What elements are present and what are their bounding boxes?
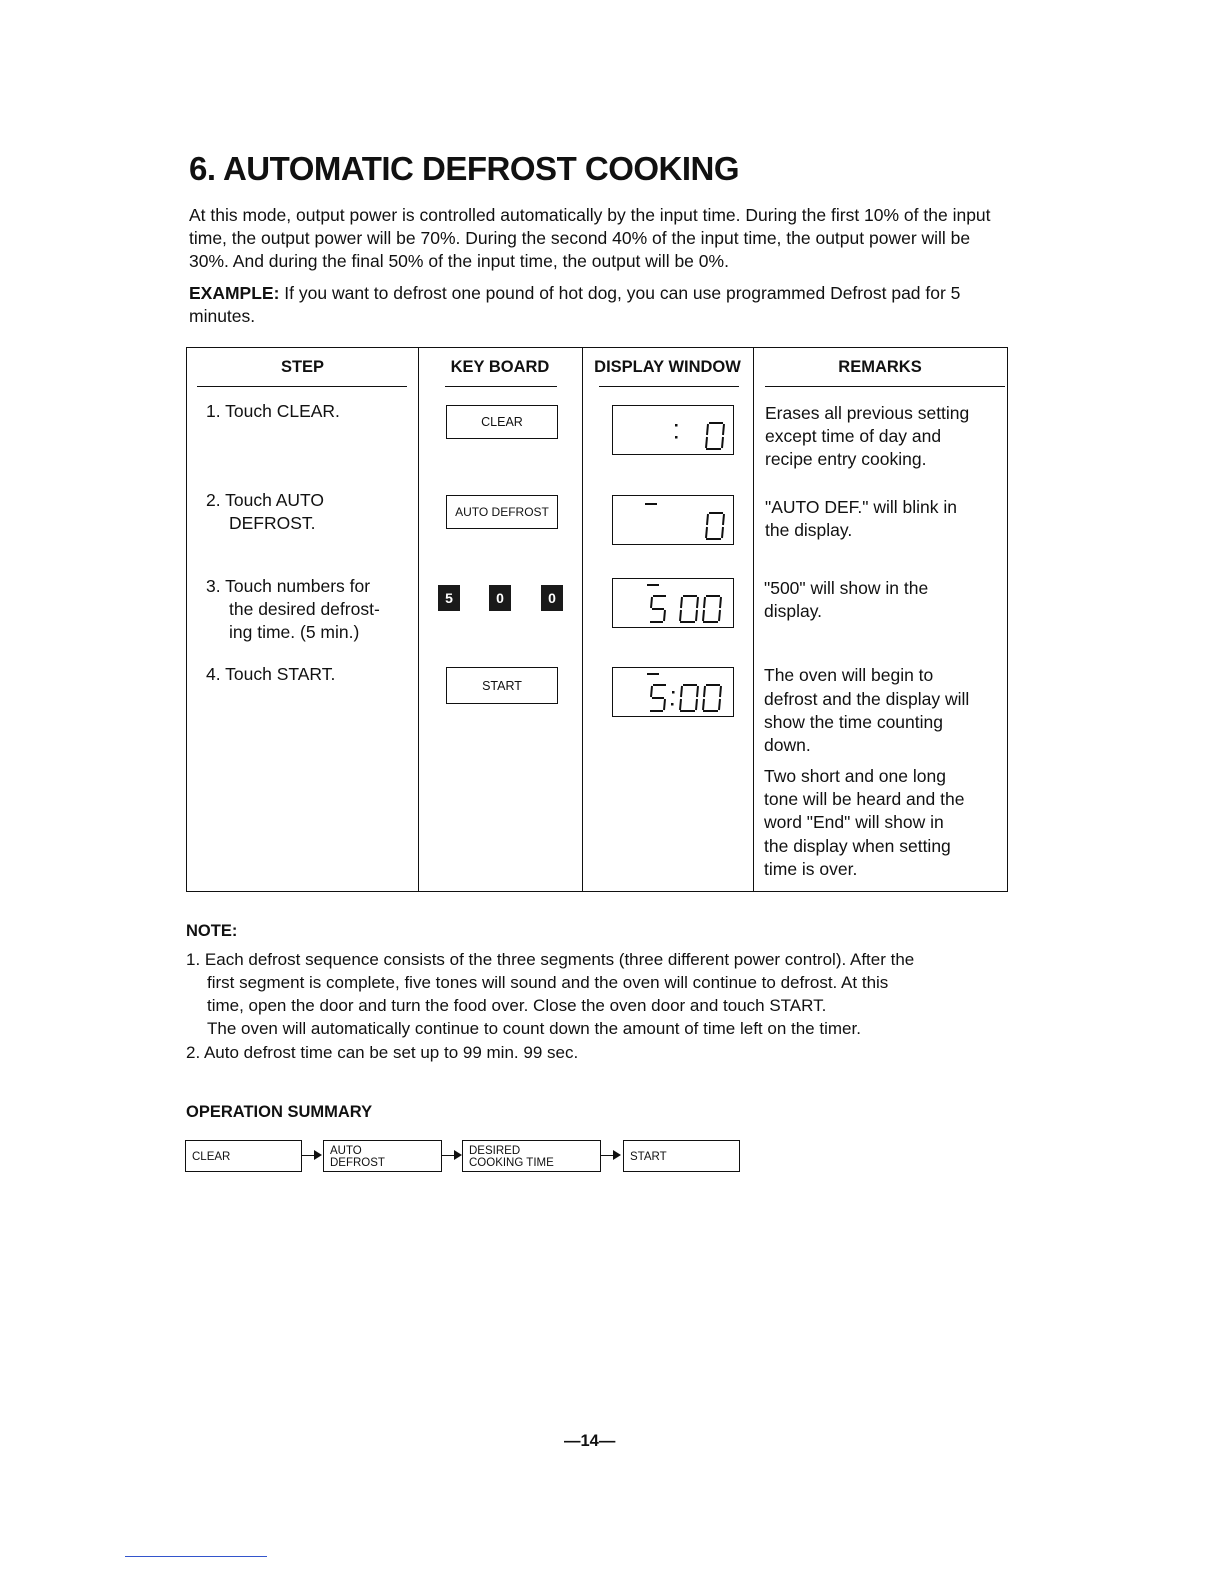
remark-4b-line5: time is over. bbox=[764, 859, 858, 879]
clear-key[interactable]: CLEAR bbox=[446, 405, 558, 439]
start-key[interactable]: START bbox=[446, 667, 558, 704]
remark-4-line1: The oven will begin to bbox=[764, 665, 934, 685]
header-step: STEP bbox=[280, 358, 325, 376]
remark-1-line3: recipe entry cooking. bbox=[765, 449, 927, 469]
page-number: —14— bbox=[564, 1432, 616, 1450]
remark-1-line1: Erases all previous setting bbox=[765, 403, 970, 423]
seven-segment-display bbox=[613, 496, 735, 546]
remark-2-line1: "AUTO DEF." will blink in bbox=[765, 497, 958, 517]
note-2: 2. Auto defrost time can be set up to 99 min. 99 sec. bbox=[186, 1043, 579, 1062]
note-1-line3: time, open the door and turn the food over. Close the oven door and touch START. bbox=[207, 996, 827, 1015]
remark-3-line1: "500" will show in the bbox=[764, 578, 929, 598]
remark-3-line2: display. bbox=[764, 601, 823, 621]
summary-step-label: CLEAR bbox=[192, 1151, 231, 1163]
column-divider bbox=[582, 348, 583, 891]
step-1-text: 1. Touch CLEAR. bbox=[206, 401, 340, 421]
seven-segment-display bbox=[613, 406, 735, 456]
intro-paragraph: At this mode, output power is controlled automatically by the input time. During the first 10% of the input time, the output power will be 70%. During the second 40% of the input time, the output power will be 30%. And during the final 50% of the input time, the output will be 0%. bbox=[189, 205, 991, 271]
header-keyboard: KEY BOARD bbox=[450, 358, 550, 376]
example-paragraph bbox=[189, 282, 1013, 328]
remark-2-line2: the display. bbox=[765, 520, 853, 540]
summary-step-label: START bbox=[630, 1151, 667, 1163]
summary-step-label: DESIRED bbox=[469, 1145, 521, 1157]
header-rule bbox=[599, 386, 739, 387]
number-key-0[interactable]: 0 bbox=[541, 585, 563, 611]
remark-4b-line3: word "End" will show in bbox=[764, 812, 944, 832]
column-divider bbox=[753, 348, 754, 891]
auto-defrost-key[interactable]: AUTO DEFROST bbox=[446, 495, 558, 529]
example-label: EXAMPLE: bbox=[189, 283, 280, 303]
seven-segment-display bbox=[613, 668, 735, 718]
display-window-row-3 bbox=[612, 578, 734, 628]
summary-step-label: AUTO bbox=[330, 1145, 362, 1157]
operation-summary-title: OPERATION SUMMARY bbox=[186, 1103, 373, 1121]
summary-step-clear bbox=[185, 1140, 302, 1172]
header-rule bbox=[445, 386, 557, 387]
header-rule bbox=[765, 386, 1005, 387]
arrow-head-icon bbox=[314, 1150, 322, 1160]
remark-4-line2: defrost and the display will bbox=[764, 689, 970, 709]
note-1-line1: 1. Each defrost sequence consists of the three segments (three different power control). After the bbox=[186, 950, 915, 969]
summary-step-auto-defrost bbox=[323, 1140, 442, 1172]
remark-4-line4: down. bbox=[764, 735, 811, 755]
header-rule bbox=[197, 386, 407, 387]
summary-step-start bbox=[623, 1140, 740, 1172]
summary-step-label: DEFROST bbox=[330, 1157, 385, 1169]
step-3-line3: ing time. (5 min.) bbox=[229, 622, 360, 642]
display-window-row-4 bbox=[612, 667, 734, 717]
display-window-row-2 bbox=[612, 495, 734, 545]
number-key-0[interactable]: 0 bbox=[489, 585, 511, 611]
note-title: NOTE: bbox=[186, 922, 238, 940]
column-divider bbox=[418, 348, 419, 891]
step-4-text: 4. Touch START. bbox=[206, 664, 336, 684]
step-2-line1: 2. Touch AUTO bbox=[206, 490, 325, 510]
note-1-line2: first segment is complete, five tones will sound and the oven will continue to defrost. At this bbox=[207, 973, 889, 992]
example-text: If you want to defrost one pound of hot dog, you can use programmed Defrost pad for 5 minutes. bbox=[189, 283, 961, 326]
page-title: 6. AUTOMATIC DEFROST COOKING bbox=[189, 150, 740, 187]
arrow-head-icon bbox=[454, 1150, 462, 1160]
remark-4-line3: show the time counting bbox=[764, 712, 943, 732]
step-2-line2: DEFROST. bbox=[229, 513, 316, 533]
arrow-head-icon bbox=[613, 1150, 621, 1160]
header-display-window: DISPLAY WINDOW bbox=[594, 358, 741, 376]
header-remarks: REMARKS bbox=[838, 358, 922, 376]
summary-step-desired-cooking-time bbox=[462, 1140, 601, 1172]
remark-4b-line4: the display when setting bbox=[764, 836, 951, 856]
footer-rule bbox=[125, 1556, 267, 1557]
display-window-row-1 bbox=[612, 405, 734, 455]
note-1-line4: The oven will automatically continue to count down the amount of time left on the timer. bbox=[207, 1019, 861, 1038]
step-3-line1: 3. Touch numbers for bbox=[206, 576, 371, 596]
remark-1-line2: except time of day and bbox=[765, 426, 942, 446]
remark-4b-line2: tone will be heard and the bbox=[764, 789, 965, 809]
seven-segment-display bbox=[613, 579, 735, 629]
remark-4b-line1: Two short and one long bbox=[764, 766, 946, 786]
number-key-5[interactable]: 5 bbox=[438, 585, 460, 611]
step-3-line2: the desired defrost- bbox=[229, 599, 380, 619]
summary-step-label: COOKING TIME bbox=[469, 1157, 554, 1169]
